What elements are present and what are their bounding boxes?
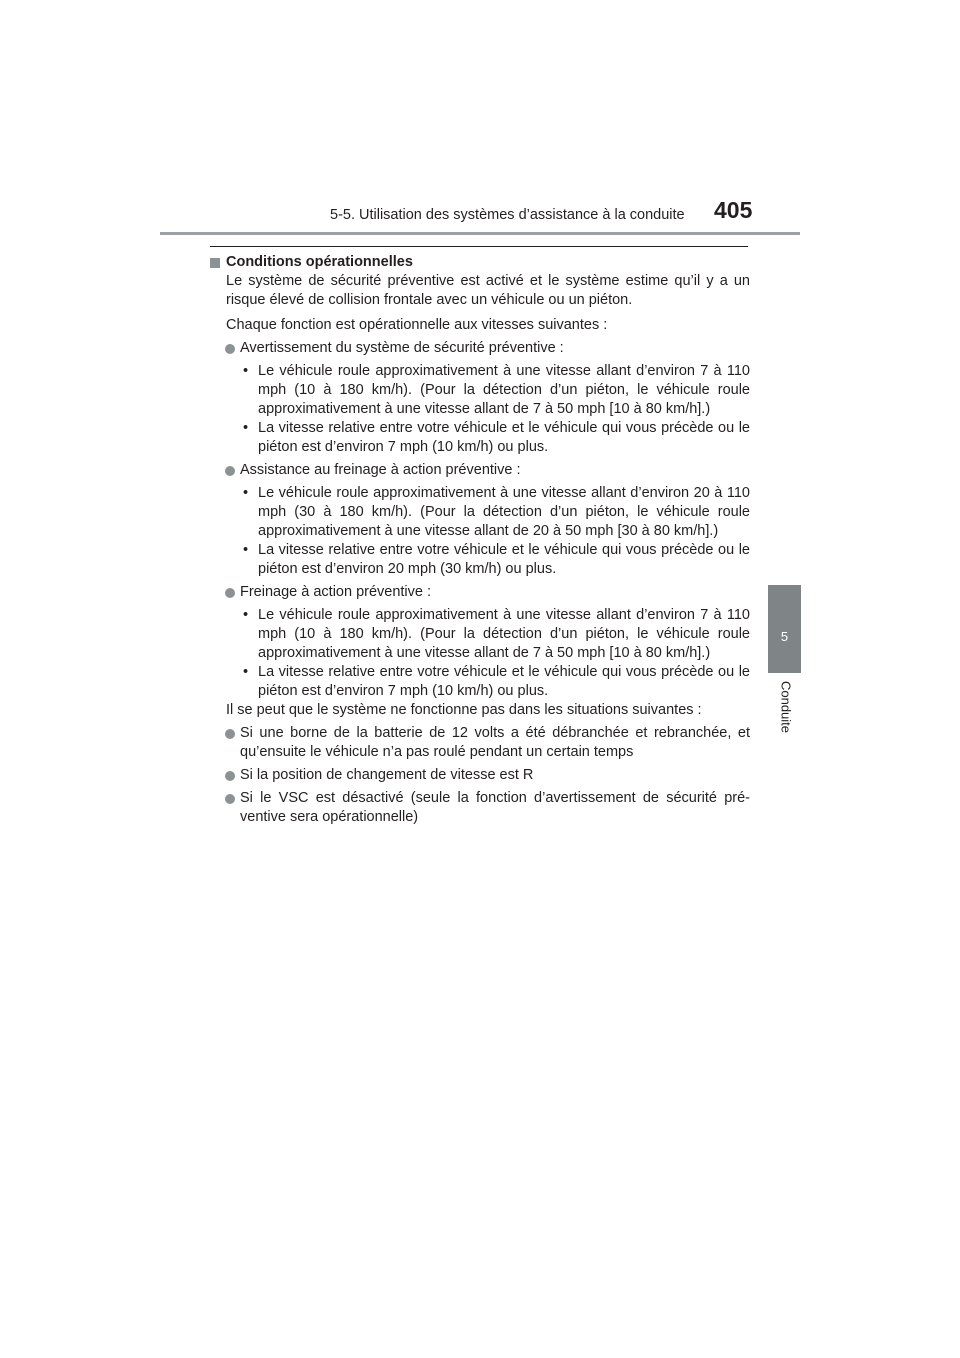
dot-bullet-icon: • <box>243 664 249 680</box>
chapter-tab <box>768 585 801 673</box>
square-bullet-icon <box>210 258 220 268</box>
limitations-intro: Il se peut que le système ne fonctionne pas dans les situations suivantes : <box>226 702 702 718</box>
function-title-text: Avertissement du système de sécurité préventive : <box>240 340 564 356</box>
circle-bullet-icon <box>225 466 235 476</box>
limitation-text: Si une borne de la batterie de 12 volts a été débranchée et rebranchée, et qu’ensuite le véhicule n’a pas roulé pendant un certain temps <box>240 725 750 760</box>
condition-item <box>210 419 750 457</box>
page-number: 405 <box>714 197 753 223</box>
dot-bullet-icon: • <box>243 607 249 623</box>
dot-bullet-icon: • <box>243 363 249 379</box>
circle-bullet-icon <box>225 344 235 354</box>
condition-text: Le véhicule roule approximativement à une vitesse allant d’environ 20 à 110 mph (30 à 180 km/h). (Pour la détection d’un piéton, le véhicule roule approximativement à une vitesse allant de 20 à 50 mph [30 à 80 km/h].) <box>258 485 750 539</box>
limitation-item <box>210 789 750 827</box>
condition-item <box>210 484 750 541</box>
limitation-text: Si la position de changement de vitesse est R <box>240 767 534 783</box>
condition-item <box>210 663 750 701</box>
intro-paragraph: Le système de sécurité préventive est activé et le système estime qu’il y a un risque élevé de collision frontale avec un véhicule ou un piéton. <box>226 273 750 308</box>
limitation-text: Si le VSC est désactivé (seule la fonction d’avertissement de sécurité pré-ventive sera opérationnelle) <box>240 790 750 825</box>
heading-text: Conditions opérationnelles <box>226 254 413 270</box>
condition-text: La vitesse relative entre votre véhicule et le véhicule qui vous précède ou le piéton est d’environ 7 mph (10 km/h) ou plus. <box>258 420 750 455</box>
dot-bullet-icon: • <box>243 485 249 501</box>
speeds-intro: Chaque fonction est opérationnelle aux vitesses suivantes : <box>226 317 608 333</box>
section-title: 5-5. Utilisation des systèmes d’assistance à la conduite <box>330 207 685 223</box>
condition-item <box>210 606 750 663</box>
limitation-item <box>210 766 750 785</box>
function-title <box>210 461 750 480</box>
condition-text: La vitesse relative entre votre véhicule et le véhicule qui vous précède ou le piéton est d’environ 7 mph (10 km/h) ou plus. <box>258 664 750 699</box>
header-rule <box>160 232 800 235</box>
condition-item <box>210 541 750 579</box>
function-title-text: Assistance au freinage à action préventive : <box>240 462 521 478</box>
circle-bullet-icon <box>225 729 235 739</box>
section-divider <box>210 246 748 247</box>
content <box>210 253 750 827</box>
condition-text: Le véhicule roule approximativement à une vitesse allant d’environ 7 à 110 mph (10 à 180 km/h). (Pour la détection d’un piéton, le véhicule roule approximativement à une vitesse allant de 7 à 50 mph [10 à 80 km/h].) <box>258 607 750 661</box>
circle-bullet-icon <box>225 588 235 598</box>
circle-bullet-icon <box>225 794 235 804</box>
dot-bullet-icon: • <box>243 420 249 436</box>
dot-bullet-icon: • <box>243 542 249 558</box>
function-title <box>210 339 750 358</box>
function-title <box>210 583 750 602</box>
condition-text: Le véhicule roule approximativement à une vitesse allant d’environ 7 à 110 mph (10 à 180 km/h). (Pour la détection d’un piéton, le véhicule roule approximativement à une vitesse allant de 7 à 50 mph [10 à 80 km/h].) <box>258 363 750 417</box>
condition-item <box>210 362 750 419</box>
condition-text: La vitesse relative entre votre véhicule et le véhicule qui vous précède ou le piéton est d’environ 20 mph (30 km/h) ou plus. <box>258 542 750 577</box>
section-heading <box>210 253 750 272</box>
limitation-item <box>210 724 750 762</box>
function-title-text: Freinage à action préventive : <box>240 584 432 600</box>
chapter-label: Conduite <box>778 680 794 734</box>
chapter-number: 5 <box>780 629 789 644</box>
circle-bullet-icon <box>225 771 235 781</box>
